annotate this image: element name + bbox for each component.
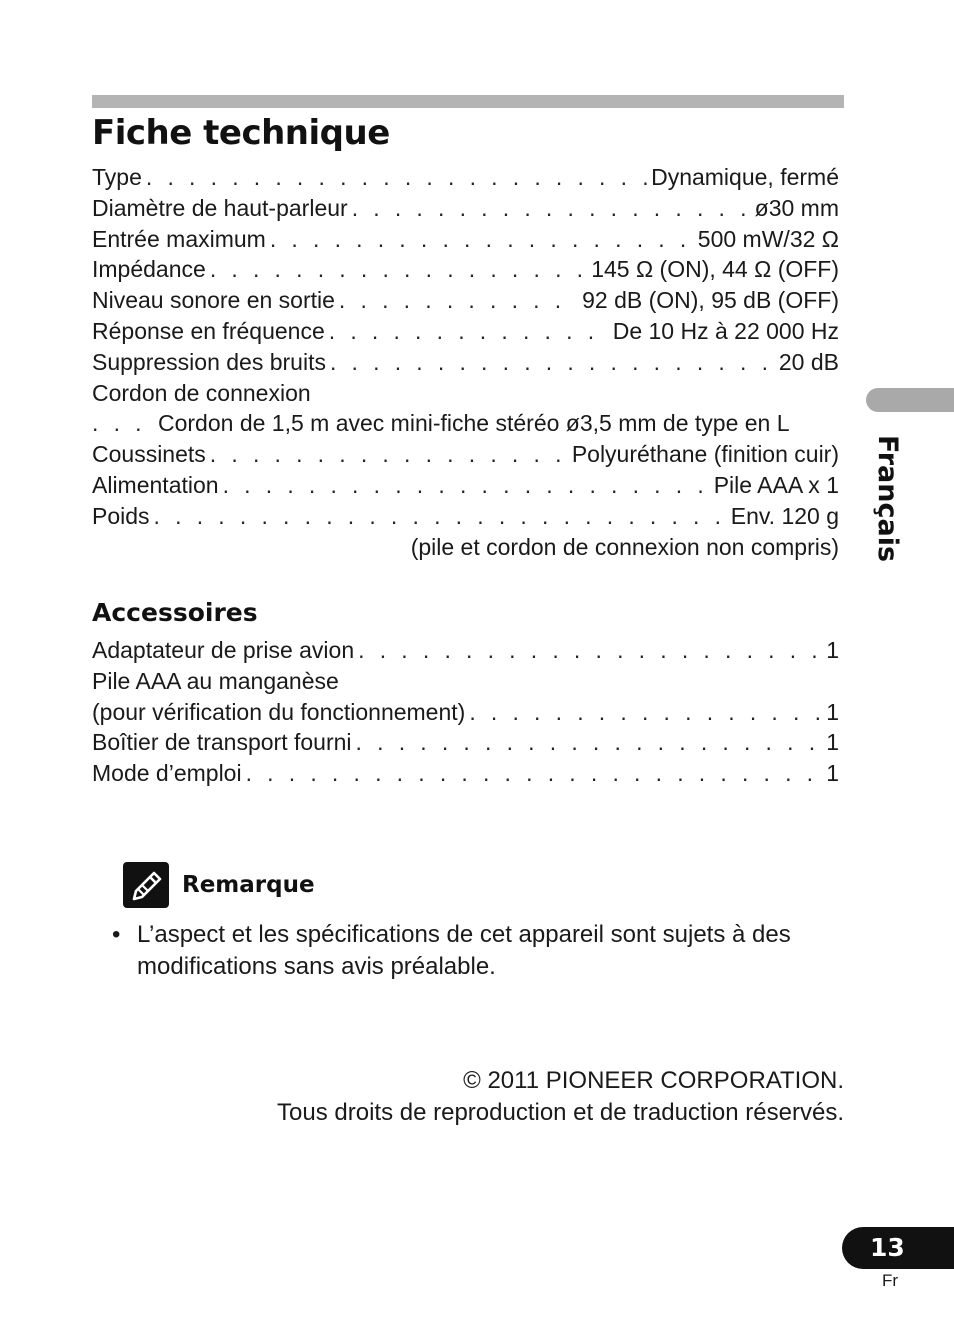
spec-label: Niveau sonore en sortie: [92, 287, 335, 314]
spec-value: Pile AAA x 1: [713, 471, 839, 498]
spec-label: Coussinets: [92, 441, 206, 468]
page-language-code: Fr: [882, 1271, 899, 1290]
spec-row-cord-label: [92, 378, 839, 409]
spec-label: Alimentation: [92, 471, 219, 498]
note-heading: Remarque: [182, 872, 315, 898]
accessory-row: [92, 666, 839, 697]
leader-dots: [146, 162, 647, 193]
leader-dots: [356, 727, 823, 758]
spec-label: Diamètre de haut-parleur: [92, 194, 348, 221]
spec-row-weight-note: [92, 532, 839, 563]
accessory-label: Mode d’emploi: [92, 760, 242, 787]
accessories-heading: Accessoires: [92, 598, 258, 627]
accessory-row: [92, 727, 839, 758]
copyright-block: [277, 1065, 844, 1129]
spec-value: 20 dB: [778, 348, 839, 375]
spec-value: ø30 mm: [754, 194, 839, 221]
leader-dots: [210, 254, 587, 285]
note-text: L’aspect et les spécifications de cet appareil sont sujets à des modifications sans avis préalable.: [137, 921, 791, 980]
accessory-qty: 1: [826, 760, 839, 787]
spec-value: De 10 Hz à 22 000 Hz: [612, 317, 839, 344]
spec-row-frequency: [92, 316, 839, 347]
spec-row-driver: [92, 193, 839, 224]
accessory-row: [92, 635, 839, 666]
accessory-qty: 1: [826, 637, 839, 663]
spec-value: 500 mW/32 Ω: [697, 225, 839, 252]
spec-row-impedance: [92, 254, 839, 285]
accessory-label: (pour vérification du fonctionnement): [92, 698, 466, 725]
side-language-label: Français: [872, 435, 903, 563]
leader-dots: [210, 439, 568, 470]
spec-value: 145 Ω (ON), 44 Ω (OFF): [591, 256, 839, 283]
accessory-row: [92, 697, 839, 728]
accessory-label: Boîtier de transport fourni: [92, 729, 352, 756]
leader-dots: [358, 635, 822, 666]
bullet: •: [112, 921, 121, 948]
leader-dots: [92, 408, 154, 439]
accessory-row: [92, 758, 839, 789]
accessory-label: Pile AAA au manganèse: [92, 667, 339, 694]
leader-dots: [339, 285, 578, 316]
spec-value: 92 dB (ON), 95 dB (OFF): [582, 287, 839, 314]
header-rule: [92, 95, 844, 108]
spec-value: Polyuréthane (finition cuir): [571, 441, 839, 468]
spec-row-weight: [92, 501, 839, 532]
accessory-label: Adaptateur de prise avion: [92, 637, 355, 663]
leader-dots: [329, 316, 609, 347]
spec-label: Poids: [92, 502, 150, 529]
spec-label: Suppression des bruits: [92, 348, 326, 375]
spec-row-power: [92, 470, 839, 501]
side-tab-marker: [866, 388, 954, 412]
leader-dots: [352, 193, 751, 224]
pencil-icon: [122, 861, 170, 909]
spec-label: Impédance: [92, 256, 206, 283]
leader-dots: [246, 758, 823, 789]
spec-row-noise: [92, 347, 839, 378]
spec-label: Cordon de connexion: [92, 379, 311, 406]
spec-value: Cordon de 1,5 m avec mini-fiche stéréo ø3,5 mm de type en L: [158, 410, 790, 437]
leader-dots: [469, 697, 822, 728]
copyright-line: © 2011 PIONEER CORPORATION.: [463, 1067, 844, 1094]
spec-list: [92, 162, 839, 562]
rights-line: Tous droits de reproduction et de traduction réservés.: [277, 1099, 844, 1126]
spec-label: Entrée maximum: [92, 225, 266, 252]
spec-row-sensitivity: [92, 285, 839, 316]
leader-dots: [330, 347, 775, 378]
accessory-qty: 1: [826, 729, 839, 756]
spec-row-type: [92, 162, 839, 193]
accessory-qty: 1: [826, 698, 839, 725]
spec-row-cord-value: [92, 408, 839, 439]
page-title: Fiche technique: [92, 113, 390, 153]
spec-value: Dynamique, fermé: [651, 164, 839, 190]
leader-dots: [270, 224, 694, 255]
spec-label: Type: [92, 164, 142, 190]
spec-label: Réponse en fréquence: [92, 317, 325, 344]
spec-row-cushions: [92, 439, 839, 470]
spec-value: Env. 120 g: [730, 502, 839, 529]
leader-dots: [154, 501, 727, 532]
accessories-list: [92, 635, 839, 789]
page-number: 13: [842, 1227, 954, 1269]
leader-dots: [223, 470, 710, 501]
spec-note: (pile et cordon de connexion non compris): [410, 533, 839, 560]
spec-row-max-input: [92, 224, 839, 255]
